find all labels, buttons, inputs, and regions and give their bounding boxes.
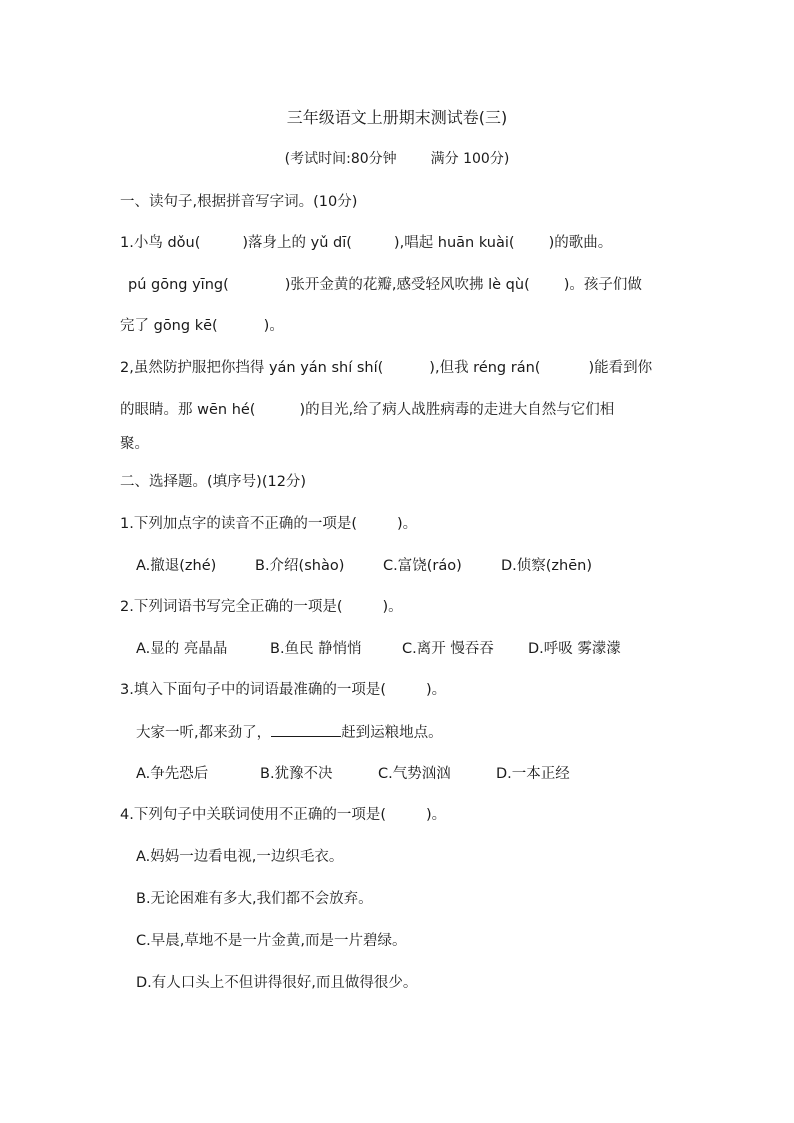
option-d[interactable]: D.一本正经	[496, 766, 570, 782]
s2-q3-options	[136, 764, 696, 784]
s2-q2-options	[136, 639, 696, 659]
option-c[interactable]: C.离开 慢吞吞	[402, 641, 494, 657]
section2-heading: 二、选择题。(填序号)(12分)	[120, 474, 307, 490]
s2-q2-stem: 2.下列词语书写完全正确的一项是( )。	[120, 599, 403, 615]
option-c[interactable]: C.富饶(ráo)	[383, 558, 462, 574]
s1-q1-line2: pú gōng yīng( )张开金黄的花瓣,感受轻风吹拂 lè qù( )。孩子们做	[128, 277, 642, 293]
section1-heading: 一、读句子,根据拼音写字词。(10分)	[120, 194, 358, 210]
option-a[interactable]: A.显的 亮晶晶	[136, 641, 228, 657]
exam-info	[0, 149, 794, 169]
s1-q1-line1: 1.小鸟 dǒu( )落身上的 yǔ dī( ),唱起 huān kuài( )的歌曲。	[120, 235, 613, 251]
option-b[interactable]: B.犹豫不决	[260, 766, 333, 782]
s1-q2-line1: 2,虽然防护服把你挡得 yán yán shí shí( ),但我 réng rán( )能看到你	[120, 360, 653, 376]
s1-q1-line3: 完了 gōng kē( )。	[120, 318, 284, 334]
option-d[interactable]: D.侦察(zhēn)	[501, 558, 593, 574]
s2-q4-stem: 4.下列句子中关联词使用不正确的一项是( )。	[120, 807, 447, 823]
option-a[interactable]: A.争先恐后	[136, 766, 209, 782]
option-b[interactable]: B.鱼民 静悄悄	[270, 641, 362, 657]
option-b[interactable]: B.无论困难有多大,我们都不会放弃。	[136, 891, 373, 907]
option-d[interactable]: D.有人口头上不但讲得很好,而且做得很少。	[136, 975, 418, 991]
s2-q3-stem: 3.填入下面句子中的词语最准确的一项是( )。	[120, 682, 447, 698]
option-a[interactable]: A.妈妈一边看电视,一边织毛衣。	[136, 849, 344, 865]
option-c[interactable]: C.早晨,草地不是一片金黄,而是一片碧绿。	[136, 933, 407, 949]
exam-score: 满分 100分)	[430, 151, 510, 167]
option-b[interactable]: B.介绍(shào)	[255, 558, 345, 574]
option-c[interactable]: C.气势汹汹	[378, 766, 451, 782]
s2-q1-stem: 1.下列加点字的读音不正确的一项是( )。	[120, 516, 418, 532]
s1-q2-line2: 的眼睛。那 wēn hé( )的目光,给了病人战胜病毒的走进大自然与它们相	[120, 402, 615, 418]
option-d[interactable]: D.呼吸 雾濛濛	[528, 641, 621, 657]
s1-q2-line3: 聚。	[120, 436, 149, 452]
exam-title: 三年级语文上册期末测试卷(三)	[286, 108, 508, 127]
fill-in-underline[interactable]	[271, 722, 341, 737]
exam-time: (考试时间:80分钟	[284, 151, 397, 167]
option-a[interactable]: A.撤退(zhé)	[136, 558, 217, 574]
s2-q1-options	[136, 556, 696, 576]
s2-q3-sentence: 大家一听,都来劲了， 赶到运粮地点。	[136, 722, 696, 743]
